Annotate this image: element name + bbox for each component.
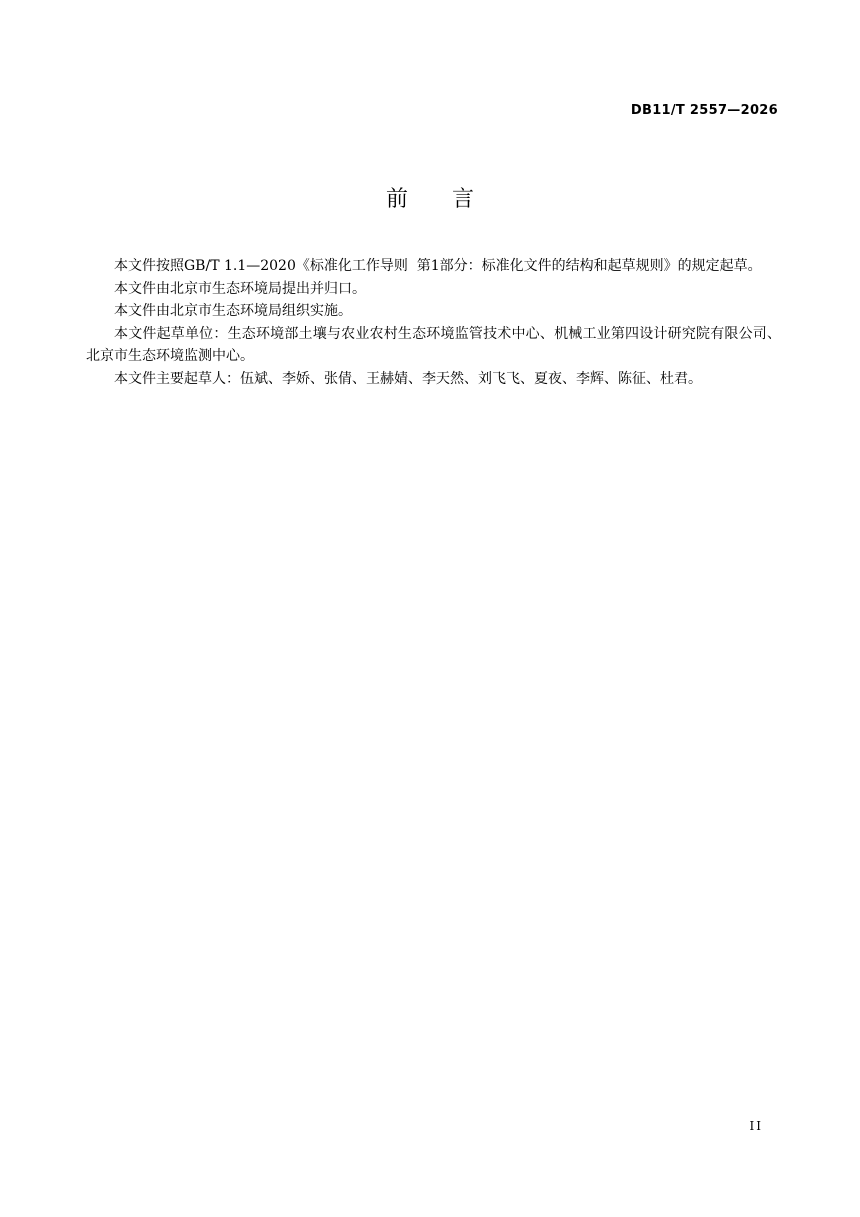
page-title: 前言 bbox=[385, 187, 518, 212]
paragraph-drafting-units: 本文件起草单位：生态环境部土壤与农业农村生态环境监管技术中心、机械工业第四设计研究院有限公司、北京市生态环境监测中心。 bbox=[86, 325, 781, 364]
page-number: II bbox=[749, 1119, 763, 1133]
paragraph-drafting-rules: 本文件按照GB/T 1.1—2020《标准化工作导则 第1部分：标准化文件的结构和起草规则》的规定起草。 bbox=[114, 258, 762, 274]
paragraph-implementer: 本文件由北京市生态环境局组织实施。 bbox=[114, 303, 352, 319]
document-code: DB11/T 2557—2026 bbox=[630, 103, 778, 118]
document-body bbox=[86, 255, 781, 390]
paragraph-drafters: 本文件主要起草人：伍斌、李娇、张倩、王赫婧、李天然、刘飞飞、夏夜、李辉、陈征、杜君。 bbox=[114, 370, 702, 387]
paragraph-proposer: 本文件由北京市生态环境局提出并归口。 bbox=[114, 280, 366, 297]
